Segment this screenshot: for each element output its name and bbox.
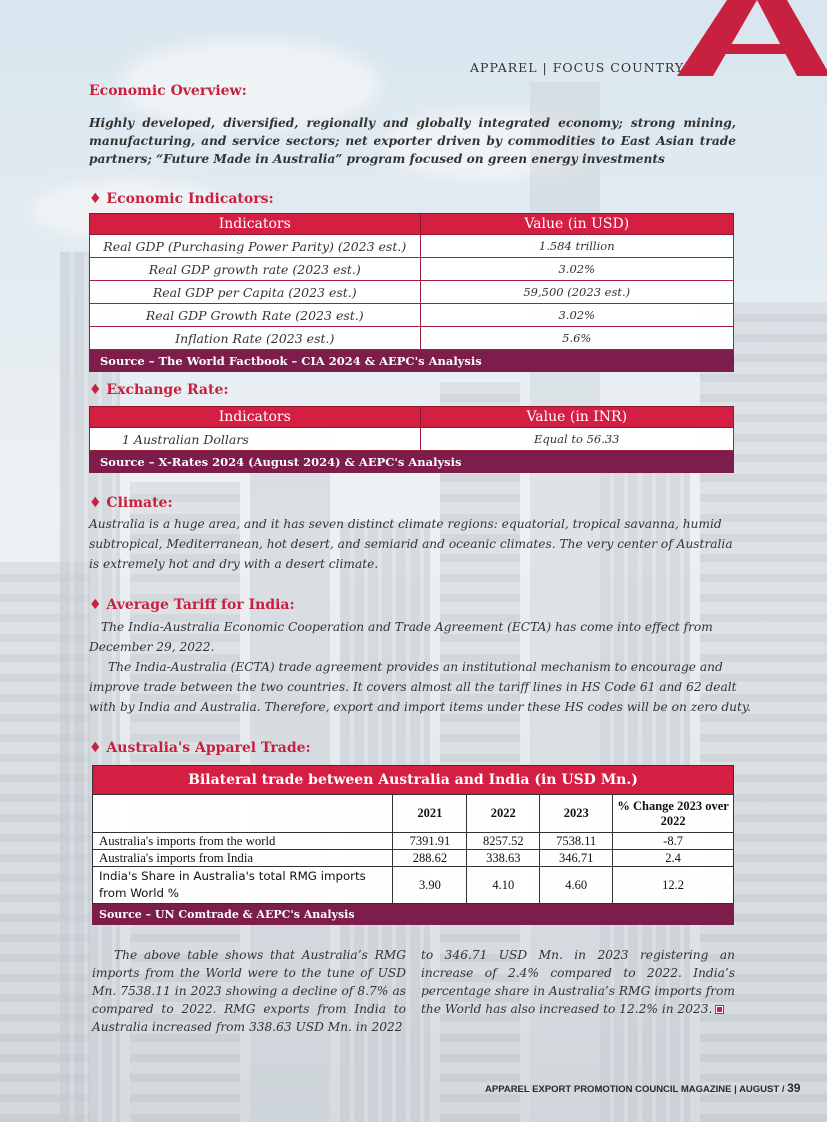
value-inr-column-header: Value (in INR) [420,407,733,428]
percent-change-header: % Change 2023 over 2022 [613,795,734,833]
table-row [90,235,734,258]
cell-value: 2.4 [613,850,734,867]
apparel-logo-a [677,0,827,76]
indicator-value: 5.6% [420,327,733,350]
row-label: Australia's imports from the world [93,833,393,850]
indicator-value: 59,500 (2023 est.) [420,281,733,304]
indicator-label: Inflation Rate (2023 est.) [90,327,421,350]
indicator-label: Real GDP Growth Rate (2023 est.) [90,304,421,327]
cell-value: 338.63 [467,850,540,867]
indicator-label: Real GDP (Purchasing Power Parity) (2023 est.) [90,235,421,258]
climate-heading: ♦ Climate: [89,495,173,511]
page-footer [485,1081,800,1095]
year-2021-header: 2021 [393,795,467,833]
blank-header-cell [93,795,393,833]
page-number: 39 [787,1081,801,1095]
table-row [90,281,734,304]
page-header: APPAREL | FOCUS COUNTRY [470,60,685,75]
row-label: India's Share in Australia's total RMG imports from World % [93,867,393,904]
cell-value: 3.90 [393,867,467,904]
exchange-rate-source: Source – X-Rates 2024 (August 2024) & AEPC's Analysis [90,451,734,473]
value-usd-column-header: Value (in USD) [420,214,733,235]
climate-text: Australia is a huge area, and it has seven distinct climate regions: equatorial, tropical savanna, humid subtropical, Mediterranean, hot desert, and semiarid and oceanic climates. The very center of Australia is extremely hot and dry with a desert climate. [89,517,733,571]
bilateral-trade-source: Source – UN Comtrade & AEPC's Analysis [93,904,734,925]
apparel-trade-heading: ♦ Australia's Apparel Trade: [89,740,311,756]
table-row [90,258,734,281]
cell-value: 7391.91 [393,833,467,850]
year-2023-header: 2023 [540,795,613,833]
exchange-label: 1 Australian Dollars [90,428,421,451]
indicator-value: 3.02% [420,304,733,327]
table-row [93,833,734,850]
end-of-article-icon [716,1006,723,1013]
analysis-column-2-text: to 346.71 USD Mn. in 2023 registering an increase of 2.4% compared to 2022. India’s percentage share in Australia’s RMG imports from the World has also increased to 12.2% in 2023. [421,948,735,1016]
table-row [93,867,734,904]
economic-indicators-table [89,213,734,372]
exchange-value: Equal to 56.33 [420,428,733,451]
table-row [90,327,734,350]
tariff-paragraph-2: The India-Australia (ECTA) trade agreement provides an institutional mechanism to encourage and improve trade between the two countries. It covers almost all the tariff lines in HS Code 61 and 62 dealt with by India and Australia. Therefore, export and import items under these HS codes will be on zero duty. [89,660,752,714]
analysis-column-2 [421,946,735,1018]
economic-indicators-heading: ♦ Economic Indicators: [89,191,274,207]
indicators-column-header: Indicators [90,407,421,428]
table-row [93,850,734,867]
cell-value: 7538.11 [540,833,613,850]
table-row [90,428,734,451]
economic-overview-text: Highly developed, diversified, regionally and globally integrated economy; strong mining, manufacturing, and service sectors; net exporter driven by commodities to East Asian trade partners; “Future Made in Australia” program focused on green energy investments [89,116,736,166]
exchange-rate-heading: ♦ Exchange Rate: [89,382,229,398]
footer-text: APPAREL EXPORT PROMOTION COUNCIL MAGAZINE | AUGUST / [485,1084,785,1095]
cell-value: 288.62 [393,850,467,867]
economic-overview-heading: Economic Overview: [89,83,247,99]
cell-value: 4.10 [467,867,540,904]
indicator-value: 3.02% [420,258,733,281]
table-row [90,304,734,327]
indicator-label: Real GDP growth rate (2023 est.) [90,258,421,281]
analysis-column-1: The above table shows that Australia’s RMG imports from the World were to the tune of USD Mn. 7538.11 in 2023 showing a decline of 8.7% as compared to 2022. RMG exports from India to Australia increased from 338.63 USD Mn. in 2022 [92,948,406,1034]
tariff-heading: ♦ Average Tariff for India: [89,597,295,613]
cell-value: -8.7 [613,833,734,850]
cell-value: 12.2 [613,867,734,904]
indicators-column-header: Indicators [90,214,421,235]
tariff-paragraph-1: The India-Australia Economic Cooperation and Trade Agreement (ECTA) has come into effect from December 29, 2022. [89,620,713,654]
economic-indicators-source: Source – The World Factbook – CIA 2024 & AEPC's Analysis [90,350,734,372]
indicator-label: Real GDP per Capita (2023 est.) [90,281,421,304]
year-2022-header: 2022 [467,795,540,833]
indicator-value: 1.584 trillion [420,235,733,258]
bilateral-trade-table [92,765,734,925]
cell-value: 8257.52 [467,833,540,850]
exchange-rate-table [89,406,734,473]
cell-value: 346.71 [540,850,613,867]
cell-value: 4.60 [540,867,613,904]
bilateral-trade-table-title: Bilateral trade between Australia and India (in USD Mn.) [93,766,734,795]
row-label: Australia's imports from India [93,850,393,867]
